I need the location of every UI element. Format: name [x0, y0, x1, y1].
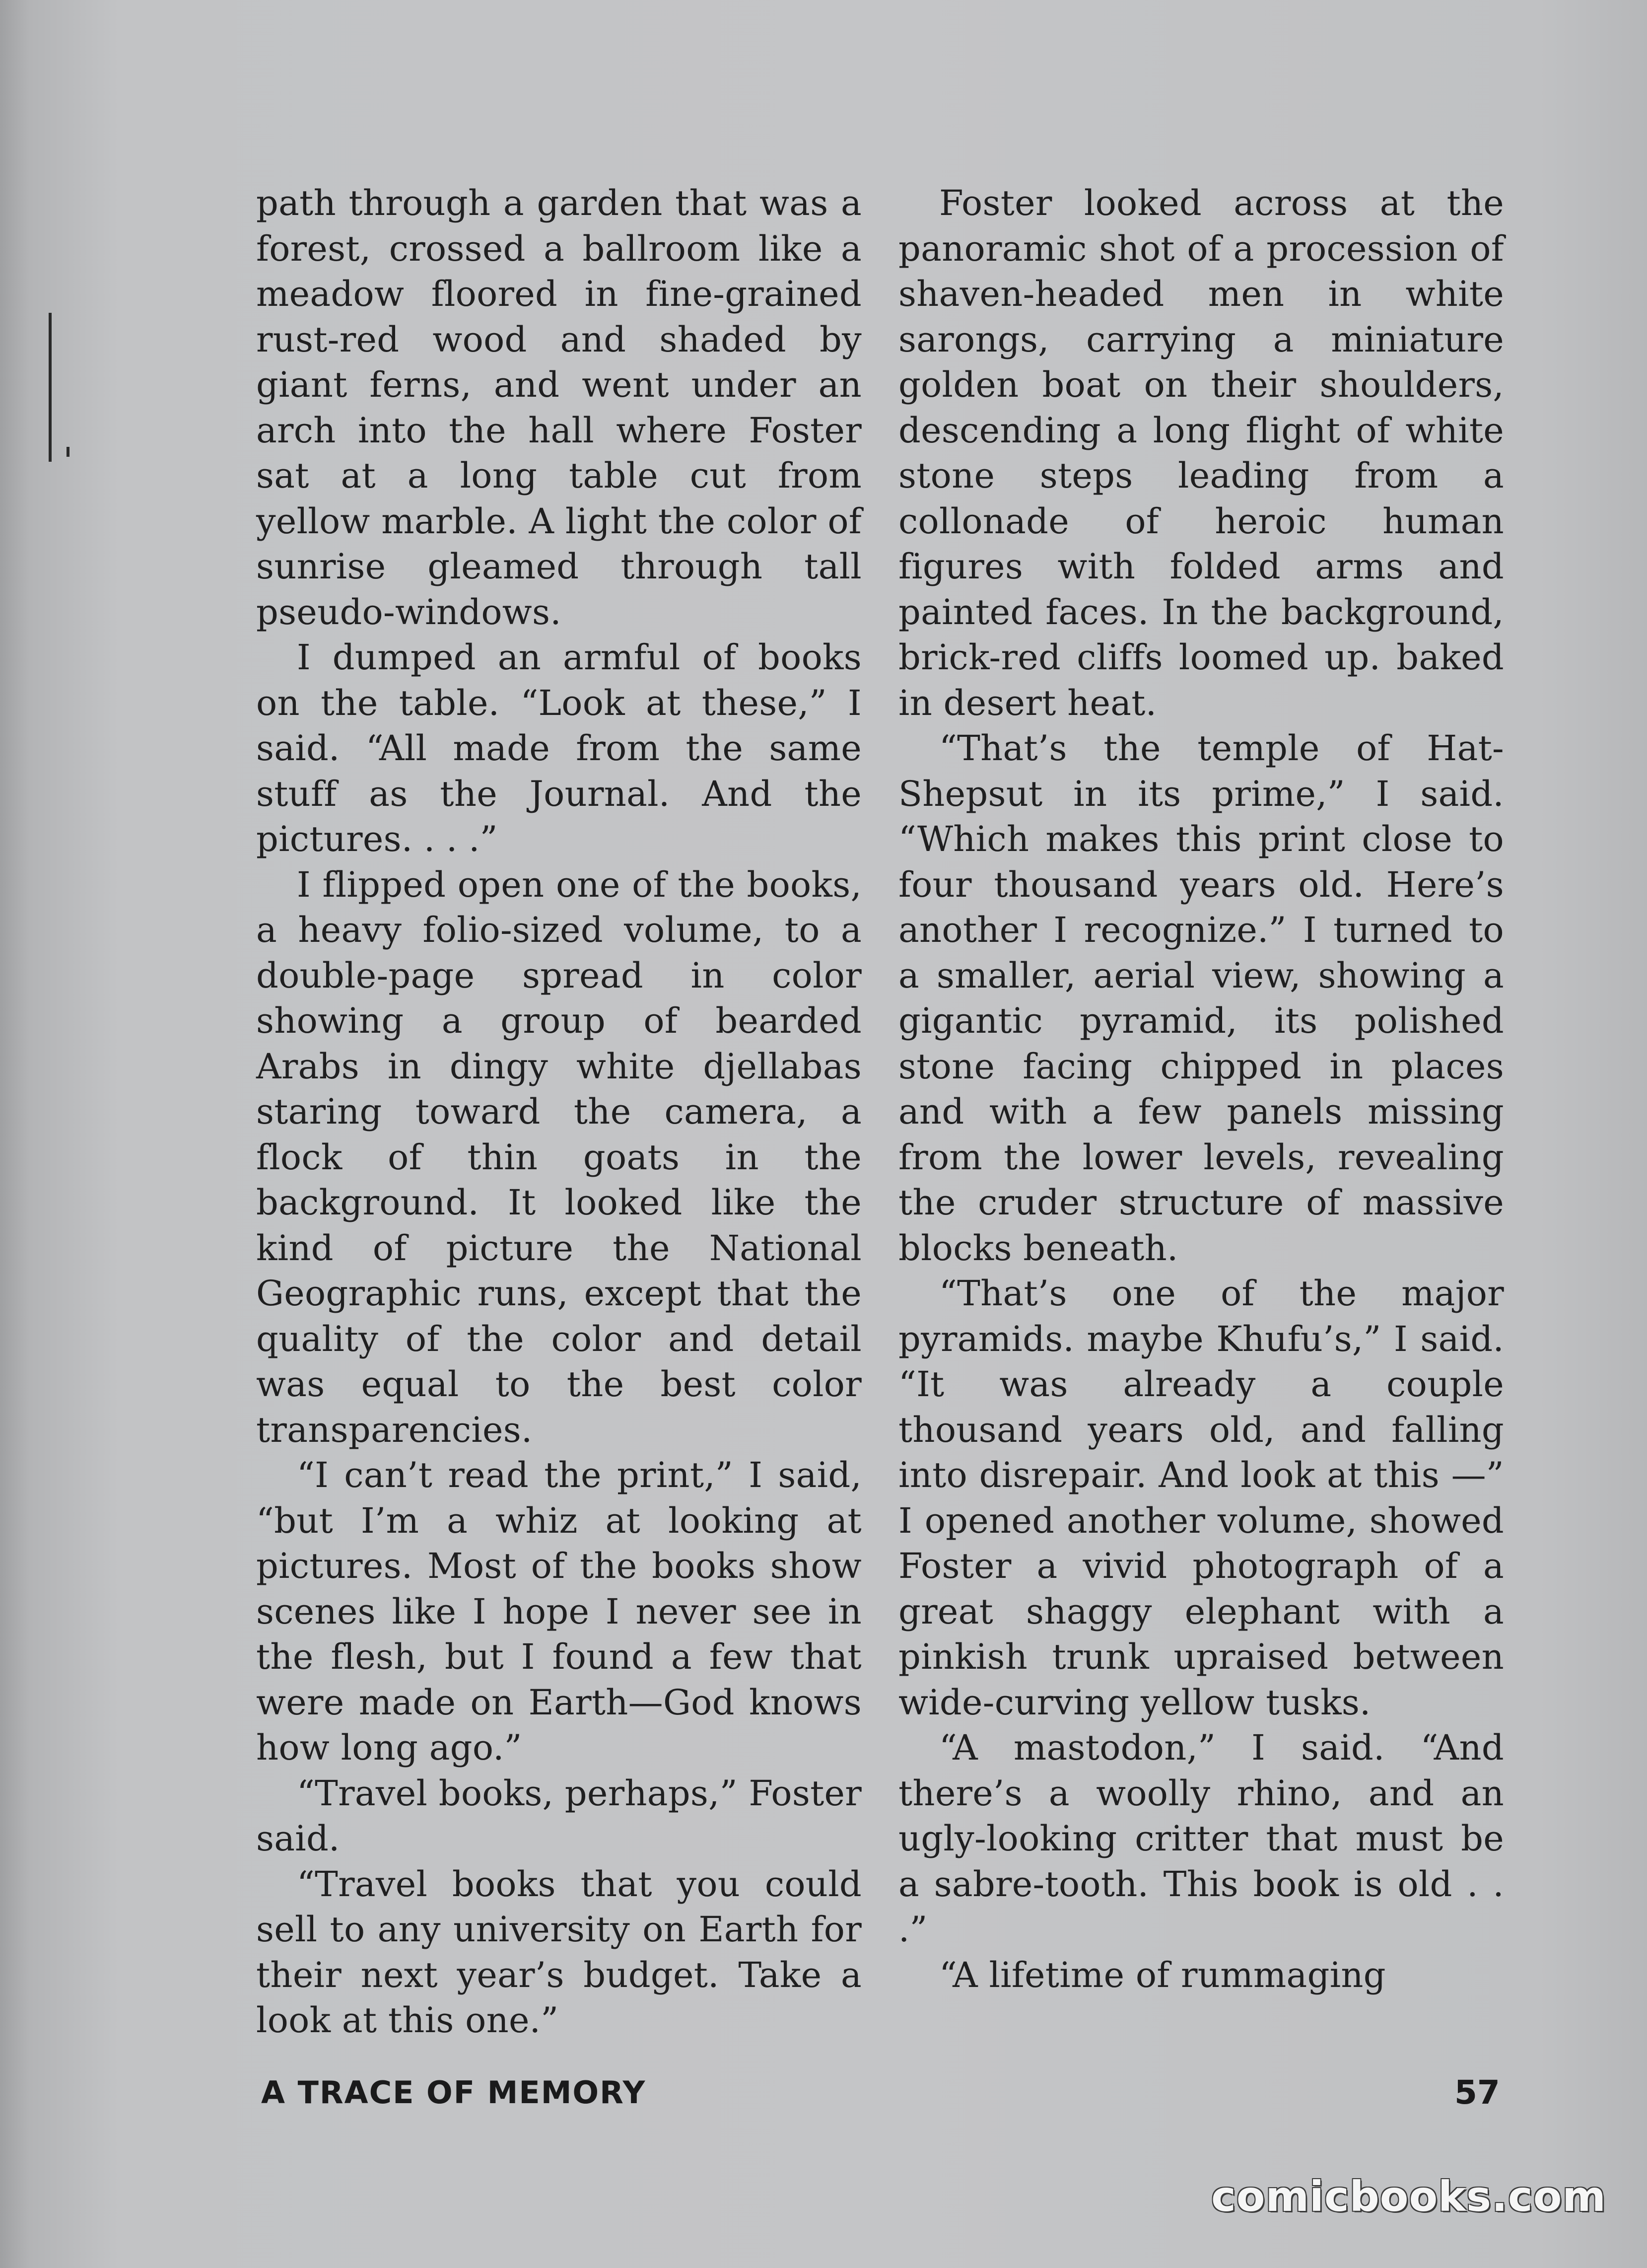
paragraph: “A lifetime of rummaging — [939, 1954, 1386, 1995]
margin-mark — [67, 447, 69, 457]
watermark: comicbooks.com — [1211, 2172, 1606, 2221]
margin-mark — [49, 313, 52, 462]
paragraph: “A mastodon,” I said. “And there’s a woolly rhino, and an ugly-looking critter that must be a sabre-tooth. This book is old . . .” — [898, 1727, 1504, 1950]
paragraph: Foster looked across at the panoramic shot of a procession of shaven-headed men in white sarongs, carrying a miniature golden boat on their shoulders, descending a long flight of white stone steps leading from a collonade of heroic human figures with folded arms and painted faces. In the background, brick-red cliffs loomed up. baked in desert heat. — [898, 183, 1504, 723]
paragraph: “Travel books, perhaps,” Foster said. — [256, 1772, 862, 1859]
right-column — [898, 181, 1504, 1998]
paragraph: I dumped an armful of books on the table. “Look at these,” I said. “All made from the same stuff as the Journal. And the pictures. . . .” — [256, 637, 862, 859]
paragraph: path through a garden that was a forest, crossed a ballroom like a meadow floored in fine-grained rust-red wood and shaded by giant ferns, and went under an arch into the hall where Foster sat at a long table cut from yellow marble. A light the color of sunrise gleamed through tall pseudo-windows. — [256, 183, 862, 633]
paragraph: “Travel books that you could sell to any university on Earth for their next year’s budget. Take a look at this one.” — [256, 1863, 862, 2041]
running-footer-title: A TRACE OF MEMORY — [261, 2074, 646, 2111]
paragraph: “That’s the temple of Hat-Shepsut in its prime,” I said. “Which makes this print close to four thousand years old. Here’s another I recognize.” I turned to a smaller, aerial view, showing a gigantic pyramid, its polished stone facing chipped in places and with a few panels missing from the lower levels, revealing the cruder structure of massive blocks beneath. — [898, 728, 1504, 1269]
paragraph: “I can’t read the print,” I said, “but I’m a whiz at looking at pictures. Most of the books show scenes like I hope I never see in the flesh, but I found a few that were made on Earth—God knows how long ago.” — [256, 1455, 862, 1768]
page-number: 57 — [1454, 2073, 1500, 2112]
paragraph: “That’s one of the major pyramids. maybe Khufu’s,” I said. “It was already a couple thousand years old, and falling into disrepair. And look at this —” I opened another volume, showed Foster a vivid photograph of a great shaggy elephant with a pinkish trunk upraised between wide-curving yellow tusks. — [898, 1273, 1504, 1723]
left-column — [256, 181, 862, 2044]
paragraph: I flipped open one of the books, a heavy folio-sized volume, to a double-page spread in color showing a group of bearded Arabs in dingy white djellabas staring toward the camera, a flock of thin goats in the background. It looked like the kind of picture the National Geographic runs, except that the quality of the color and detail was equal to the best color transparencies. — [256, 864, 862, 1450]
